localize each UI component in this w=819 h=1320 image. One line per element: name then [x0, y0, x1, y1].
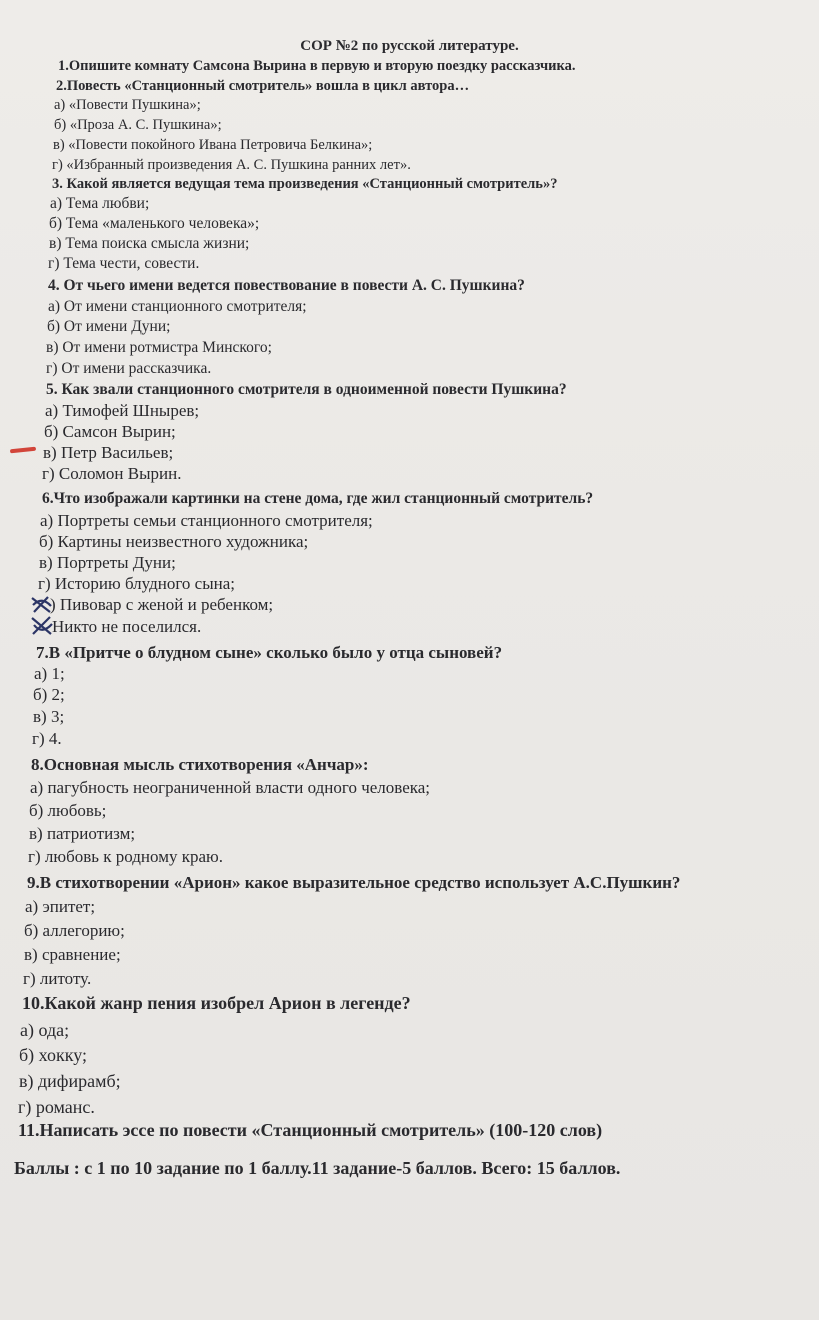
question-10-option-c: в) дифирамб;: [19, 1071, 121, 1091]
question-2-option-c: в) «Повести покойного Ивана Петровича Белкина»;: [53, 137, 373, 153]
question-4: 4. От чьего имени ведется повествование в повести А. С. Пушкина?: [48, 277, 525, 294]
question-8-option-d: г) любовь к родному краю.: [28, 847, 223, 866]
question-8-option-b: б) любовь;: [29, 801, 107, 820]
question-9-option-a: а) эпитет;: [25, 897, 96, 916]
question-7-option-c: в) 3;: [33, 707, 65, 726]
question-10-option-b: б) хокку;: [19, 1045, 87, 1065]
question-7-option-a: а) 1;: [34, 664, 65, 683]
score-footer: Баллы : с 1 по 10 задание по 1 баллу.11 задание-5 баллов. Всего: 15 баллов.: [14, 1158, 621, 1178]
question-5-option-b: б) Самсон Вырин;: [44, 422, 176, 441]
question-9-option-d: г) литоту.: [23, 969, 92, 988]
question-7-option-d: г) 4.: [32, 729, 62, 748]
question-5-option-a: а) Тимофей Шнырев;: [45, 401, 200, 420]
question-3-option-c: в) Тема поиска смысла жизни;: [49, 235, 250, 252]
question-6-option-d: г) Историю блудного сына;: [38, 574, 235, 593]
question-9: 9.В стихотворении «Арион» какое выразительное средство использует А.С.Пушкин?: [27, 873, 681, 892]
question-11: 11.Написать эссе по повести «Станционный смотритель» (100-120 слов): [18, 1120, 603, 1140]
question-4-option-c: в) От имени ротмистра Минского;: [46, 339, 272, 356]
question-4-option-a: а) От имени станционного смотрителя;: [48, 298, 307, 315]
question-6-option-a: а) Портреты семьи станционного смотрителя;: [40, 511, 373, 530]
question-7: 7.В «Притче о блудном сыне» сколько было у отца сыновей?: [36, 643, 503, 662]
question-5-option-c: в) Петр Васильев;: [43, 443, 174, 462]
question-6-option-e: ) Пивовар с женой и ребенком;: [50, 595, 274, 614]
question-2-option-b: б) «Проза А. С. Пушкина»;: [54, 117, 222, 133]
question-3: 3. Какой является ведущая тема произведения «Станционный смотритель»?: [52, 176, 558, 192]
pen-scribble-icon: [30, 615, 54, 637]
question-6-option-c: в) Портреты Дуни;: [39, 553, 176, 572]
question-8-option-c: в) патриотизм;: [29, 824, 136, 843]
question-6-option-f: Никто не поселился.: [52, 617, 202, 636]
page-title: СОР №2 по русской литературе.: [300, 38, 519, 54]
question-6: 6.Что изображали картинки на стене дома, где жил станционный смотритель?: [42, 490, 594, 507]
question-6-option-b: б) Картины неизвестного художника;: [39, 532, 309, 551]
question-8-option-a: а) пагубность неограниченной власти одного человека;: [30, 778, 431, 797]
question-3-option-a: а) Тема любви;: [50, 195, 150, 212]
question-10-option-d: г) романс.: [18, 1097, 95, 1117]
question-3-option-d: г) Тема чести, совести.: [48, 255, 200, 272]
question-7-option-b: б) 2;: [33, 685, 65, 704]
question-5: 5. Как звали станционного смотрителя в одноименной повести Пушкина?: [46, 381, 567, 398]
question-2: 2.Повесть «Станционный смотритель» вошла в цикл автора…: [56, 78, 470, 94]
question-2-option-d: г) «Избранный произведения А. С. Пушкина ранних лет».: [52, 157, 411, 173]
question-8: 8.Основная мысль стихотворения «Анчар»:: [31, 755, 369, 774]
question-9-option-b: б) аллегорию;: [24, 921, 125, 940]
question-2-option-a: а) «Повести Пушкина»;: [54, 97, 201, 113]
question-3-option-b: б) Тема «маленького человека»;: [49, 215, 260, 232]
question-10-option-a: а) ода;: [20, 1020, 70, 1040]
red-pen-mark: [10, 447, 36, 454]
question-9-option-c: в) сравнение;: [24, 945, 121, 964]
question-1: 1.Опишите комнату Самсона Вырина в первую и вторую поездку рассказчика.: [58, 58, 576, 74]
question-10: 10.Какой жанр пения изобрел Арион в легенде?: [22, 993, 411, 1013]
question-4-option-b: б) От имени Дуни;: [47, 318, 171, 335]
question-5-option-d: г) Соломон Вырин.: [42, 464, 182, 483]
question-4-option-d: г) От имени рассказчика.: [46, 360, 212, 377]
